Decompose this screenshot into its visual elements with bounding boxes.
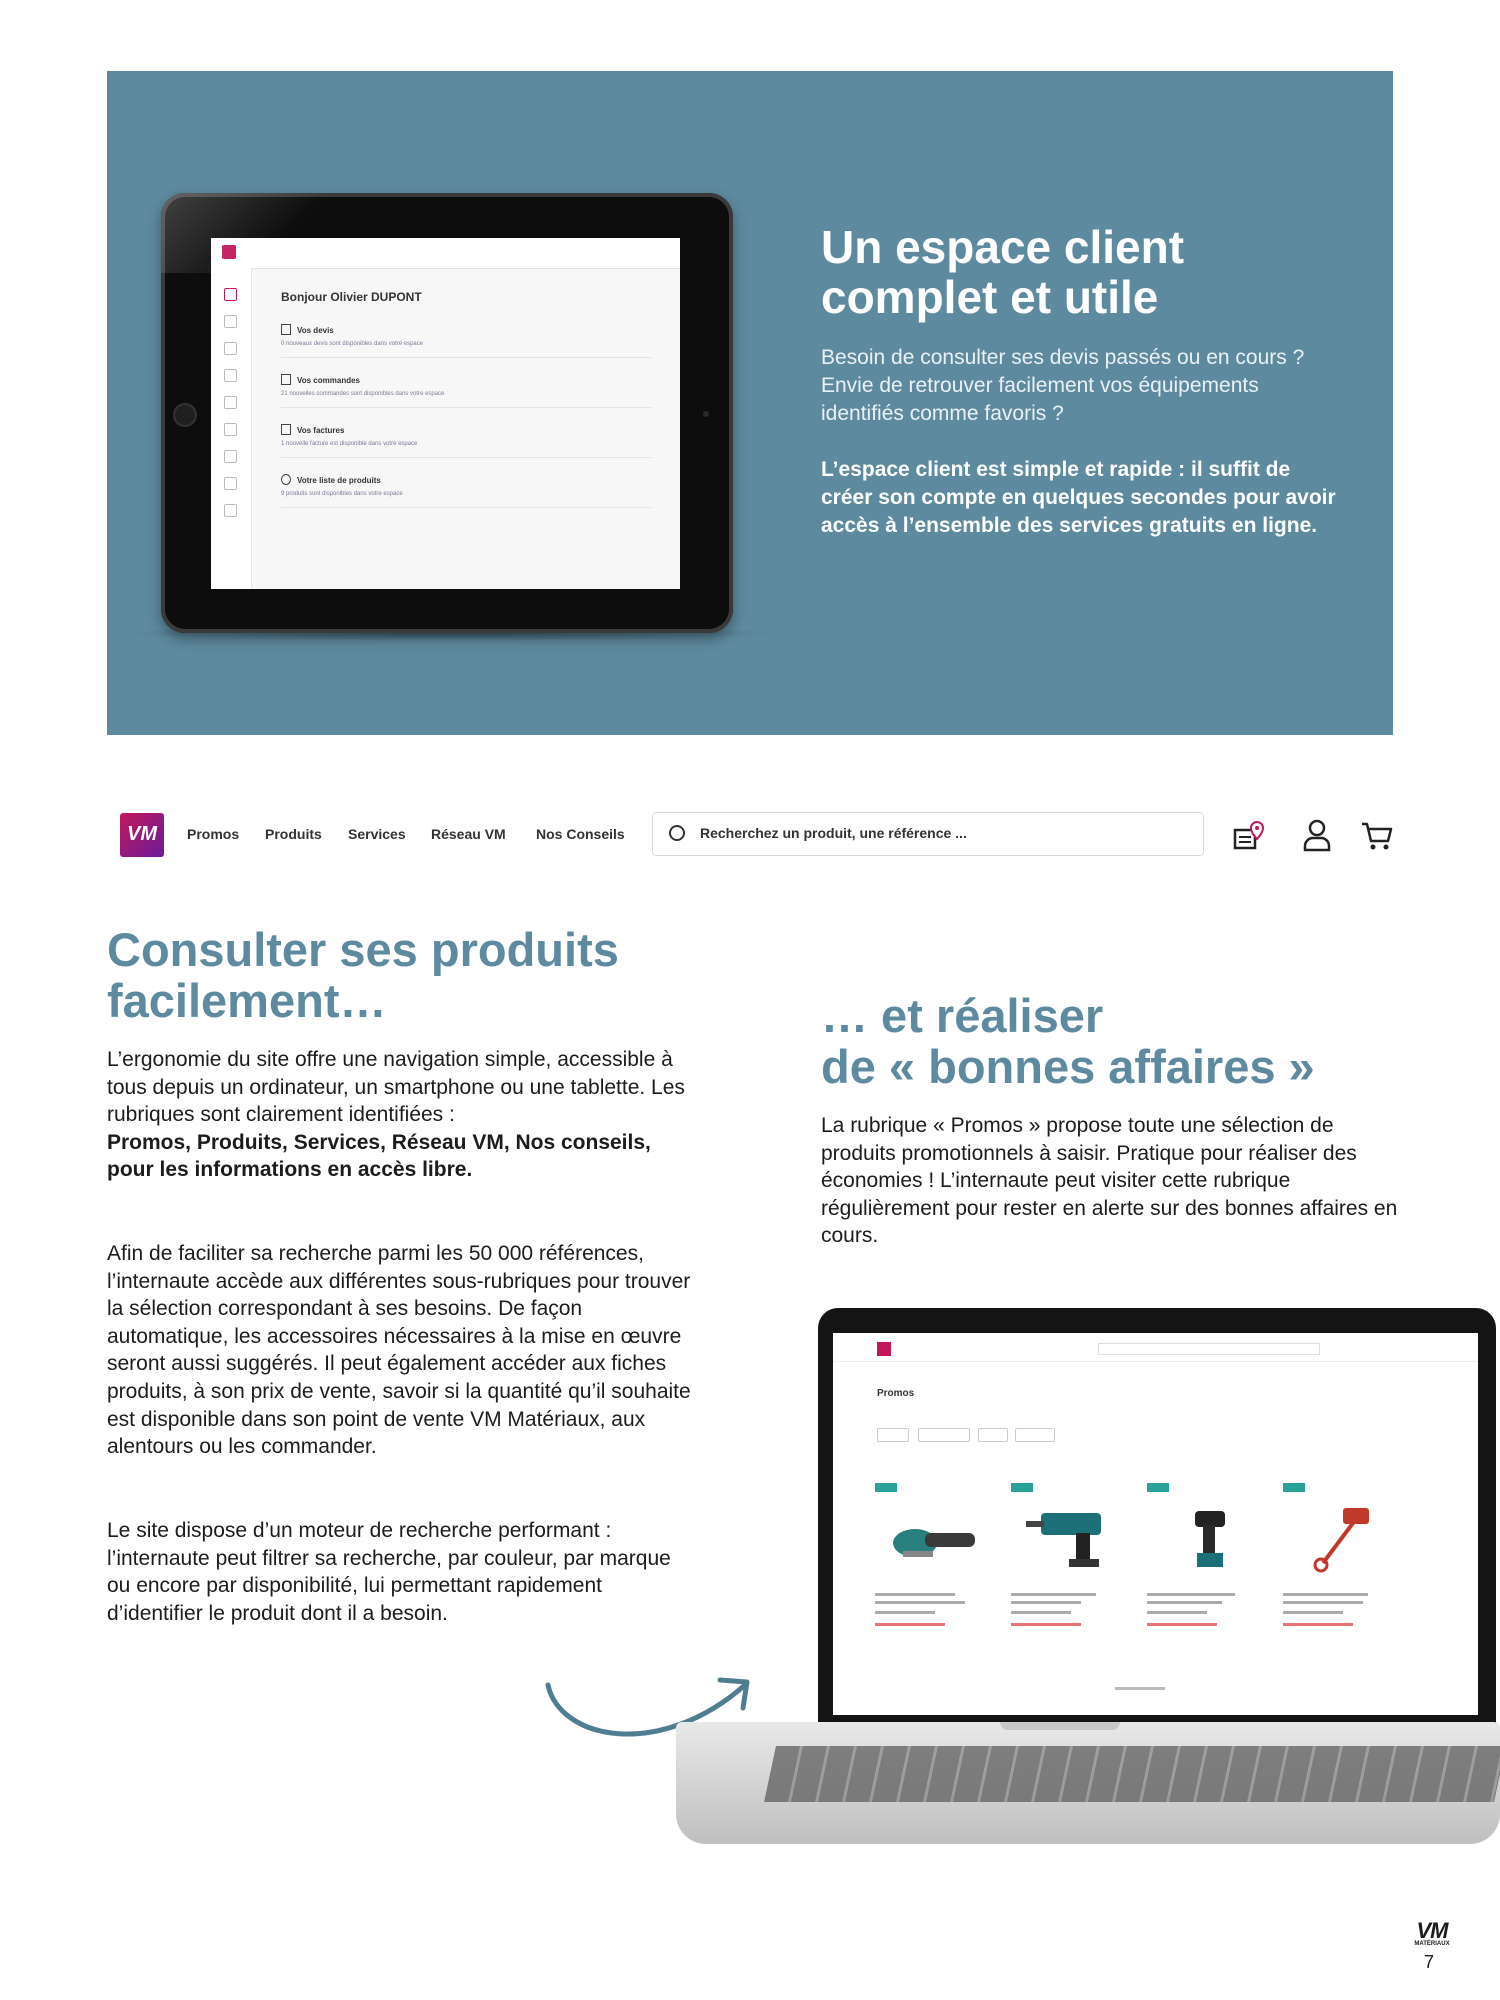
nav-link-produits[interactable]: Produits	[265, 826, 322, 842]
banner-title	[821, 222, 1341, 322]
laptop-page-title: Promos	[877, 1388, 915, 1399]
laptop-search-bar	[1098, 1343, 1320, 1355]
deals-paragraph: La rubrique « Promos » propose toute une sélection de produits promotionnels à saisir. Pratique pour réaliser des économies ! L’internaute peut visiter cette rubrique régulièrement pour rester en alerte sur des bonnes affaires en cours.	[821, 1114, 1398, 1248]
angle-grinder-image	[885, 1503, 985, 1573]
logo-text: VM	[127, 823, 157, 845]
cart-icon[interactable]	[1360, 820, 1394, 852]
filter-dropdown	[1015, 1428, 1055, 1442]
product-card	[875, 1483, 995, 1653]
account-row-product-list[interactable]	[281, 468, 651, 508]
banner-paragraph-2: L’espace client est simple et rapide : il suffit de créer son compte en quelques secondes pour avoir accès à l’ensemble des services gratuits en ligne.	[821, 458, 1336, 537]
mixer-image	[1293, 1503, 1393, 1573]
account-row-orders[interactable]	[281, 368, 651, 408]
vm-logo[interactable]	[120, 813, 164, 857]
nav-link-promos[interactable]: Promos	[187, 826, 240, 842]
box-icon	[281, 374, 291, 385]
price-placeholder	[1147, 1623, 1217, 1626]
product-name-placeholder	[1011, 1593, 1096, 1596]
products-paragraph-2: Afin de faciliter sa recherche parmi les 50 000 références, l’internaute accède aux différentes sous-rubriques pour trouver la sélection correspondant à ses besoins. De façon automatique, les accessoires nécessaires à la mise en œuvre seront aussi suggérés. Il peut également accéder aux fiches produits, à son prix de vente, savoir si la quantité qu’il souhaite est disponible dans son point de vente VM Matériaux, aux alentours ou les commander.	[107, 1242, 691, 1459]
row-subtitle: 1 nouvelle facture est disponible dans votre espace	[281, 441, 418, 447]
product-name-placeholder	[1283, 1601, 1363, 1604]
user-account-icon[interactable]	[1302, 818, 1332, 852]
invoice-icon	[224, 369, 237, 382]
star-icon	[281, 474, 291, 485]
laptop-site-header	[833, 1333, 1478, 1362]
price-placeholder	[1283, 1623, 1353, 1626]
product-name-placeholder	[875, 1593, 955, 1596]
product-name-placeholder	[875, 1601, 965, 1604]
product-name-placeholder	[1011, 1601, 1081, 1604]
deals-heading-line1: … et réaliser	[821, 989, 1104, 1042]
product-name-placeholder	[1147, 1593, 1235, 1596]
availability-placeholder	[1011, 1611, 1071, 1614]
promo-badge	[1283, 1483, 1305, 1492]
deals-heading-line2: de « bonnes affaires »	[821, 1040, 1315, 1093]
vm-logo-icon	[877, 1342, 891, 1356]
banner-title-line1: Un espace client	[821, 221, 1185, 273]
promo-badge	[875, 1483, 897, 1492]
banner-title-line2: complet et utile	[821, 271, 1159, 323]
banner-paragraph-1: Besoin de consulter ses devis passés ou en cours ? Envie de retrouver facilement vos équipements identifiés comme favoris ?	[821, 346, 1305, 425]
products-heading-line1: Consulter ses produits	[107, 923, 619, 976]
account-row-invoices[interactable]	[281, 418, 651, 458]
filter-dropdown	[978, 1428, 1008, 1442]
product-card	[1283, 1483, 1403, 1653]
products-paragraph-1-bold: Promos, Produits, Services, Réseau VM, Nos conseils, pour les informations en accès libre.	[107, 1130, 651, 1182]
row-subtitle: 21 nouvelles commandes sont disponibles dans votre espace	[281, 391, 445, 397]
search-placeholder: Recherchez un produit, une référence ...	[700, 825, 967, 841]
quote-icon	[224, 315, 237, 328]
availability-placeholder	[1147, 1611, 1207, 1614]
row-subtitle: 9 produits sont disponibles dans votre espace	[281, 491, 403, 497]
laptop-keyboard	[764, 1746, 1500, 1802]
row-subtitle: 0 nouveaux devis sont disponibles dans votre espace	[281, 341, 424, 347]
nav-link-services[interactable]: Services	[348, 826, 406, 842]
availability-placeholder	[1283, 1611, 1343, 1614]
greeting: Bonjour Olivier DUPONT	[281, 290, 422, 304]
products-heading	[107, 924, 727, 1026]
filter-dropdown	[918, 1428, 970, 1442]
tablet-gloss	[161, 193, 361, 273]
row-title: Vos devis	[297, 326, 334, 335]
star-icon	[224, 477, 237, 490]
product-name-placeholder	[1283, 1593, 1368, 1596]
nav-link-reseau-vm[interactable]: Réseau VM	[431, 826, 506, 842]
tablet-account-panel	[281, 278, 651, 518]
tablet-screen	[211, 238, 680, 589]
tablet-sidebar	[211, 268, 252, 589]
price-placeholder	[1011, 1623, 1081, 1626]
search-icon	[669, 825, 685, 841]
order-icon	[224, 342, 237, 355]
page-number: 7	[1424, 1952, 1435, 1972]
products-paragraph-3: Le site dispose d’un moteur de recherche performant : l’internaute peut filtrer sa recherche, par couleur, par marque ou encore par disponibilité, lui permettant rapidement d’identifier le produit dont il a besoin.	[107, 1519, 671, 1625]
logout-icon	[224, 504, 237, 517]
filter-dropdown	[877, 1428, 909, 1442]
document-icon	[281, 324, 291, 335]
tablet-camera	[703, 411, 709, 417]
deals-heading	[821, 990, 1401, 1092]
products-heading-line2: facilement…	[107, 974, 387, 1027]
promo-badge	[1011, 1483, 1033, 1492]
promo-badge	[1147, 1483, 1169, 1492]
row-title: Vos commandes	[297, 376, 360, 385]
footer-logo: VM	[1416, 1918, 1448, 1943]
invoice-icon	[281, 424, 291, 435]
list-icon	[224, 396, 237, 409]
hammer-drill-image	[1021, 1503, 1121, 1573]
footer-logo-subtitle: MATÉRIAUX	[1414, 1941, 1450, 1947]
products-paragraph-1	[107, 1046, 697, 1184]
product-card	[1147, 1483, 1267, 1653]
account-row-quotes[interactable]	[281, 318, 651, 358]
cordless-drill-image	[1157, 1503, 1257, 1573]
row-title: Votre liste de produits	[297, 476, 381, 485]
see-more-placeholder	[1115, 1687, 1165, 1690]
product-card	[1011, 1483, 1131, 1653]
calendar-icon	[224, 423, 237, 436]
laptop-screen	[833, 1333, 1478, 1715]
document-icon	[224, 450, 237, 463]
home-icon	[224, 288, 237, 301]
product-name-placeholder	[1147, 1601, 1222, 1604]
store-locator-icon[interactable]	[1232, 820, 1266, 852]
nav-link-nos-conseils[interactable]: Nos Conseils	[536, 826, 625, 842]
row-title: Vos factures	[297, 426, 345, 435]
tablet-home-button	[173, 403, 197, 427]
price-placeholder	[875, 1623, 945, 1626]
products-paragraph-1-text: L’ergonomie du site offre une navigation simple, accessible à tous depuis un ordinateur, un smartphone ou une tablette. Les rubriques sont clairement identifiées :	[107, 1048, 685, 1127]
laptop-notch	[1000, 1722, 1120, 1730]
availability-placeholder	[875, 1611, 935, 1614]
